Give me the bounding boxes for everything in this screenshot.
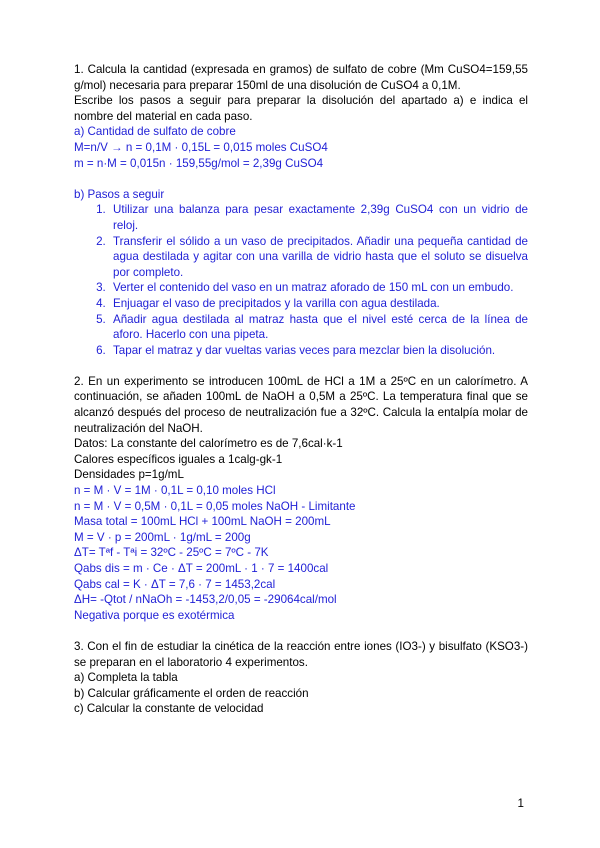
question-3-part-a: a) Completa la tabla	[74, 671, 178, 685]
page-number: 1	[517, 797, 524, 810]
step-item: 3. Verter el contenido del vaso en un matraz aforado de 150 mL con un embudo.	[109, 280, 528, 296]
question-3-part-b: b) Calcular gráficamente el orden de reacción	[74, 686, 309, 700]
answer-a-line-2: m = n·M = 0,015n · 159,55g/mol = 2,39g CuSO4	[74, 156, 324, 170]
answer-b-title: b) Pasos a seguir	[74, 187, 165, 201]
calc-line: Masa total = 100mL HCl + 100mL NaOH = 200mL	[74, 515, 331, 529]
calc-line: n = M · V = 0,5M · 0,1L = 0,05 moles NaOH - Limitante	[74, 499, 356, 513]
answer-a-title: a) Cantidad de sulfato de cobre	[74, 125, 236, 139]
data-line-1: Datos: La constante del calorímetro es de 7,6cal·k-1	[74, 437, 343, 451]
calc-line: Qabs dis = m · Ce · ΔT = 200mL · 1 · 7 = 1400cal	[74, 562, 329, 575]
question-1-statement: 1. Calcula la cantidad (expresada en gramos) de sulfato de cobre (Mm CuSO4=159,55 g/mol) necesaria para preparar 150ml de una disolución de CuSO4 a 0,1M.	[74, 63, 528, 92]
answer-a-line-1: M=n/V → n = 0,1M · 0,15L = 0,015 moles CuSO4	[74, 140, 328, 154]
steps-list	[74, 202, 528, 358]
question-3-part-c: c) Calcular la constante de velocidad	[74, 702, 264, 716]
question-2-statement: 2. En un experimento se introducen 100mL de HCl a 1M a 25ºC en un calorímetro. A continuación, se añaden 100mL de NaOH a 0,5M a 25ºC. La temperatura final que se alcanzó después del proceso de neutralización fue a 32ºC. Calcula la entalpía molar de neutralización del NaOH.	[74, 374, 528, 435]
question-3-statement: 3. Con el fin de estudiar la cinética de la reacción entre iones (IO3-) y bisulfato (KSO3-) se preparan en el laboratorio 4 experimentos.	[74, 639, 528, 669]
calc-line: n = M · V = 1M · 0,1L = 0,10 moles HCl	[74, 484, 276, 498]
calc-line: ΔT= Tªf - Tªi = 32ºC - 25ºC = 7ºC - 7K	[74, 546, 269, 560]
calc-conclusion: Negativa porque es exotérmica	[74, 608, 235, 622]
calc-line: Qabs cal = K · ΔT = 7,6 · 7 = 1453,2cal	[74, 577, 276, 591]
step-item: 2. Transferir el sólido a un vaso de precipitados. Añadir una pequeña cantidad de agua destilada y agitar con una varilla de vidrio hasta que el soluto se disuelva por completo.	[109, 234, 528, 281]
step-item: 4. Enjuagar el vaso de precipitados y la varilla con agua destilada.	[109, 296, 528, 312]
step-item: 6. Tapar el matraz y dar vueltas varias veces para mezclar bien la disolución.	[109, 343, 528, 359]
calc-line: ΔH= -Qtot / nNaOh = -1453,2/0,05 = -29064cal/mol	[74, 593, 337, 607]
calc-line: M = V · p = 200mL · 1g/mL = 200g	[74, 530, 251, 544]
step-item: 1. Utilizar una balanza para pesar exactamente 2,39g CuSO4 con un vidrio de reloj.	[109, 202, 528, 233]
step-item: 5. Añadir agua destilada al matraz hasta que el nivel esté cerca de la línea de aforo. Hacerlo con una pipeta.	[109, 312, 528, 343]
data-line-2: Calores específicos iguales a 1calg-gk-1	[74, 452, 283, 466]
question-1-instruction: Escribe los pasos a seguir para preparar la disolución del apartado a) e indica el nombre del material en cada paso.	[74, 94, 528, 123]
data-line-3: Densidades p=1g/mL	[74, 468, 184, 482]
document-page	[74, 62, 528, 717]
